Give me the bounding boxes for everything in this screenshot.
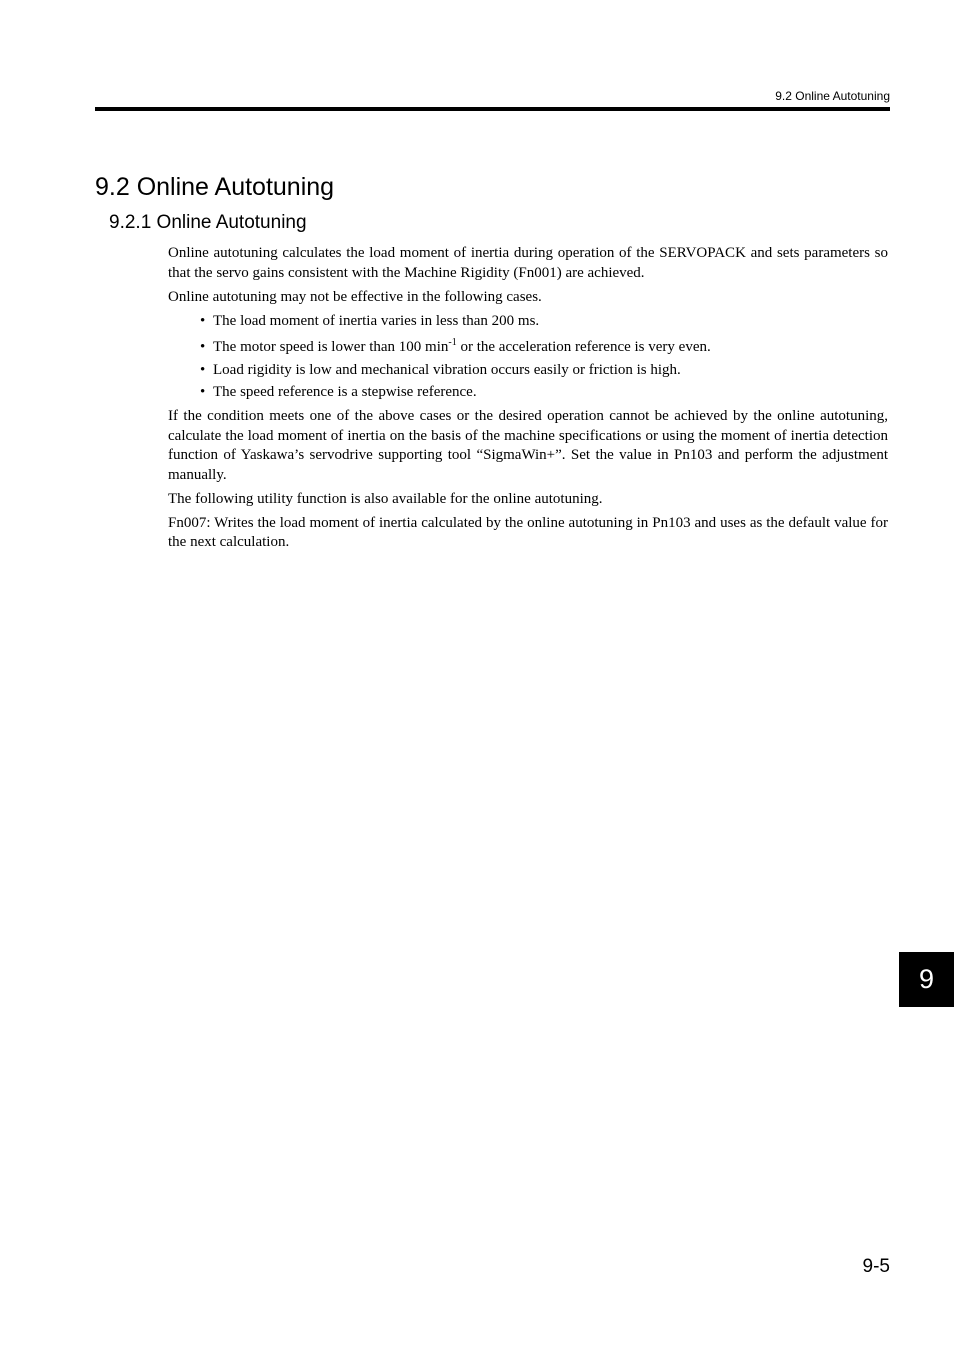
paragraph-fn007: Fn007: Writes the load moment of inertia calculated by the online autotuning in Pn103 and uses as the default value for the next calculation. <box>168 514 888 550</box>
section-title: 9.2 Online Autotuning <box>95 173 335 201</box>
running-header: 9.2 Online Autotuning <box>775 89 890 103</box>
page-number: 9-5 <box>862 1256 890 1277</box>
cases-list <box>168 312 888 403</box>
list-item-text: The speed reference is a stepwise reference. <box>213 384 477 400</box>
list-item-text: The motor speed is lower than 100 min <box>213 339 449 355</box>
paragraph-manual-adjustment: If the condition meets one of the above cases or the desired operation cannot be achieved by the online autotuning, calculate the load moment of inertia on the basis of the machine specifications or using the moment of inertia detection function of Yaskawa’s servodrive supporting tool “SigmaWin+”. Set the value in Pn103 and perform the adjustment manually. <box>168 408 888 483</box>
paragraph-utility-intro: The following utility function is also available for the online autotuning. <box>168 490 603 507</box>
list-item-text: Load rigidity is low and mechanical vibration occurs easily or friction is high. <box>213 361 681 378</box>
subsection-title: 9.2.1 Online Autotuning <box>109 212 307 233</box>
paragraph-cases-intro: Online autotuning may not be effective in the following cases. <box>168 288 542 305</box>
list-item <box>168 312 888 332</box>
list-item <box>168 334 888 358</box>
list-item <box>168 383 888 403</box>
list-item <box>168 361 888 381</box>
list-item-text-continued: or the acceleration reference is very even. <box>456 339 711 355</box>
body-text <box>168 244 888 557</box>
header-rule <box>95 107 890 111</box>
superscript-exponent: -1 <box>448 337 457 348</box>
bullet-icon: • <box>200 361 206 378</box>
bullet-icon: • <box>200 312 206 329</box>
bullet-icon: • <box>200 384 206 400</box>
paragraph-intro: Online autotuning calculates the load moment of inertia during operation of the SERVOPACK and sets parameters so that the servo gains consistent with the Machine Rigidity (Fn001) are achieved. <box>168 245 888 281</box>
list-item-text: The load moment of inertia varies in less than 200 ms. <box>213 312 540 329</box>
chapter-tab: 9 <box>899 952 954 1007</box>
bullet-icon: • <box>200 339 206 355</box>
